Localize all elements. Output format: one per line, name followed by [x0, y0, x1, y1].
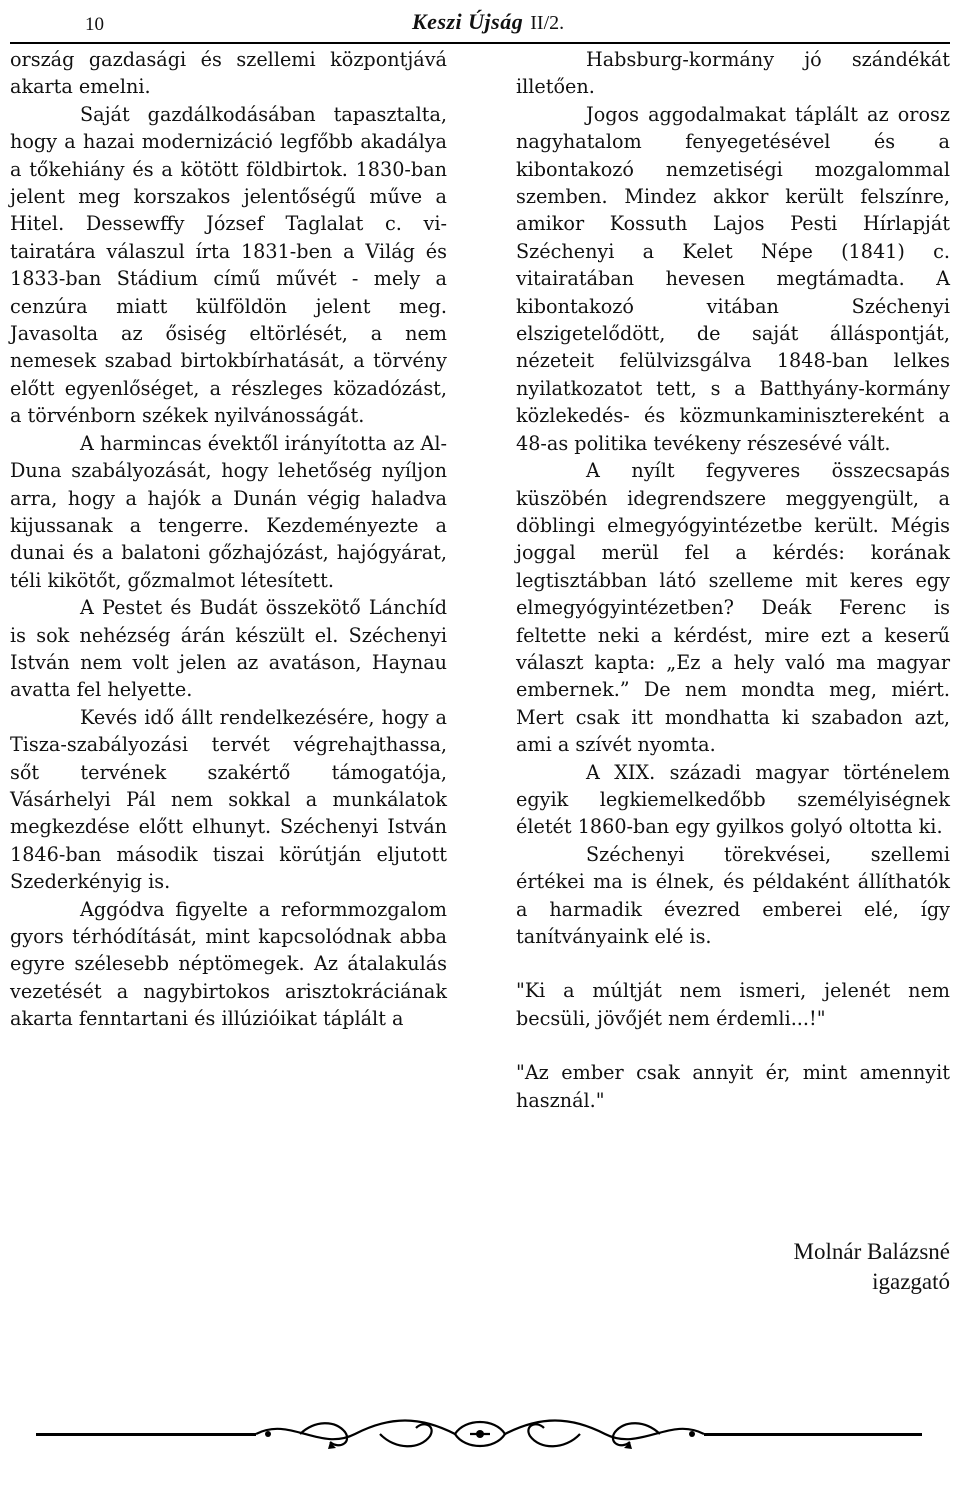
paragraph: Jogos aggodalmakat táplált az orosz nagyhatalom fenyegetésével és a kibontakozó nemzetiségi mozgalommal szemben. Mindez akkor került felszínre, amikor Kossuth Lajos Pesti Hírlapját Széchenyi a Kelet Népe (1841) c. vitairatában hevesen megtámadta. A kibontakozó vitában Széchenyi elszigetelődött, de saját álláspontját, nézeteit felülvizsgálva 1848-ban lelkes nyilatkozatot tett, s a Batthyány-kormány közlekedés- és közmunkaminisztereként a 48-as politika tevékeny részesévé vált.	[516, 102, 950, 455]
paragraph: A XIX. századi magyar történelem egyik legkiemelkedőbb személyiségnek életét 1860-ban egy gyilkos golyó oltotta ki.	[516, 760, 950, 839]
paragraph: A harmincas évektől irányította az Al-Duna szabályozását, hogy lehetőség nyíljon arra, hogy a hajók a Dunán végig haladva kijussanak a tengerre. Kezdeményezte a dunai és a balatoni gőzhajózást, hajógyárat, téli kikötőt, gőzmalmot létesített.	[10, 431, 447, 592]
signature-role: igazgató	[872, 1269, 950, 1294]
paragraph: Habsburg-kormány jó szándékát illetően.	[516, 48, 950, 99]
quote: "Ki a múltját nem ismeri, jelenét nem becsüli, jövőjét nem érdemli...!"	[516, 979, 950, 1030]
paragraph: ország gazdasági és szellemi központjává akarta emelni.	[10, 48, 447, 99]
signature	[794, 1237, 950, 1297]
right-column	[516, 46, 950, 1114]
paragraph: A Pestet és Budát összekötő Lánchíd is sok nehézség árán készült el. Széchenyi István nem volt jelen az avatáson, Haynau avatta fel helyette.	[10, 596, 447, 702]
signature-name: Molnár Balázsné	[793, 1239, 950, 1264]
paragraph: Széchenyi törekvései, szellemi értékei ma is élnek, és példaként állíthatók a harmadik évezred emberei elé, így tanítványaink elé is.	[516, 842, 950, 948]
issue-number: II/2.	[530, 12, 565, 34]
newspaper-title: Keszi Újság	[412, 9, 524, 34]
paragraph: Aggódva figyelte a reformmozgalom gyors térhódítását, mint kapcsolódnak abba egyre szélesebb néptömegek. Az átalakulás vezetését a nagybirtokos arisztokráciának akarta fenntartani és illúzióikat táplált a	[10, 897, 447, 1031]
masthead	[412, 9, 564, 36]
paragraph: Kevés idő állt rendelkezésére, hogy a Tisza-szabályozási tervét végrehajthassa, sőt tervének szakértő támogatója, Vásárhelyi Pál nem sokkal a munkálatok megkezdése előtt elhunyt. Széchenyi István 1846-ban második tiszai körútján eljutott Szederkényig is.	[10, 705, 447, 894]
paragraph: A nyílt fegyveres összecsapás küszöbén idegrendszere meggyengült, a döblingi elmegyógyintézetbe került. Mégis joggal merül fel a kérdés: korának legtisztábban látó szelleme mit keres egy elmegyógyintézetben? Deák Ferenc is feltette neki a kérdést, mire ezt a keserű választ kapta: „Ez a hely való ma magyar embernek.” De nem mondta meg, miért. Mert csak itt mondhatta ki szabadon azt, ami a szívét nyomta.	[516, 459, 950, 757]
decorative-divider-icon	[0, 1410, 960, 1460]
left-column	[10, 46, 447, 1033]
paragraph: Saját gazdálkodásában tapasztalta, hogy a hazai modernizáció legfőbb akadálya a tőkehiány és a kötött földbirtok. 1830-ban jelent meg korszakos jelentőségű műve a Hitel. Dessewffy József Taglalat c. vitairatára válaszul írta 1831-ben a Világ és 1833-ban Stádium című művét - mely a cenzúra miatt külföldön jelent meg. Javasolta az ősiség eltörlését, a nem nemesek szabad birtokbírhatását, a törvény előtt egyenlőséget, a részleges közadózást, a törvénborn székek nyilvánosságát.	[10, 102, 447, 428]
page-number: 10	[85, 14, 104, 35]
page-header	[0, 0, 960, 44]
quote: "Az ember csak annyit ér, mint amennyit használ."	[516, 1061, 950, 1112]
header-rule	[10, 42, 950, 44]
